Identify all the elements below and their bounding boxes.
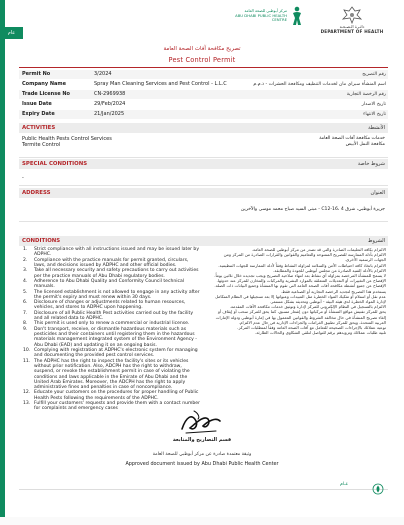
bottom-strip — [0, 517, 404, 525]
activity-item-arabic: خدمات مكافحة آفات الصحة العامة — [319, 136, 385, 141]
permit-title-english: Pest Control Permit — [168, 56, 236, 64]
condition-item-arabic: توعية عملائك بالإجراءات الصحيحة للتعامل مع آفات الصحة العامة وفقاً لمتطلبات المركز. — [237, 325, 386, 331]
info-row-company-name — [19, 80, 388, 89]
info-label: Trade License No — [22, 91, 70, 97]
info-row-issue-date — [19, 100, 388, 109]
section-title-arabic: الشروط — [367, 238, 385, 244]
phc-name-arabic: مركز أبوظبي للصحة العامة — [244, 8, 287, 14]
condition-number: 5. — [23, 289, 28, 295]
info-row-permit-no — [19, 70, 388, 79]
condition-item — [19, 268, 201, 279]
condition-item-arabic: الالتزام بأدلة الممارسة للتصريح الممنوحة والتعاميم والقوانين والقرارات الصادرة من المركز ومن الجهات الرسمية الأخرى. — [223, 252, 386, 263]
info-value: 21/Jan/2025 — [94, 111, 125, 117]
condition-text: Fulfill your customers' requests and provide them with a contact number for complaints and emergency cases — [34, 401, 200, 412]
approved-note-arabic: وثيقة معتمدة صادرة عن مركز أبوظبي للصحة العامة — [152, 452, 252, 457]
falcon-emblem-icon — [339, 6, 365, 24]
special-conditions-text: - — [22, 175, 24, 181]
section-divider — [19, 221, 388, 222]
condition-item-arabic: عدم نقل أو استلام أو تفكيك المواد الخطرة مثل المبيدات وعبواتها إلا بعد تسجيلها في النظام المتكامل لإدارة المواد الخطرة لدى هيئة البيئة - أبوظبي وتحديثه بشكل مستمر. — [215, 293, 386, 305]
condition-text: Don't transport, receive, or dismantle hazardous materials such as pesticides and their containers until registering them in the hazardous materials management integrated system of the Environment Agency - Abu Dhabi (EAD) and updating it on an ongoing basis. — [34, 326, 197, 348]
section-title-arabic: العنوان — [370, 190, 385, 196]
footer-classification: عـام — [340, 482, 349, 487]
info-row-trade-license — [19, 90, 388, 99]
condition-text: The ADPHC has the right to inspect the facility's sites or its vehicles without prior notification. Also, ADCPH has the right to withdraw, suspend, or revoke the establishment permit in case of violating the conditions and laws applicable in the Emirate of Abu Dhabi and the United Arab Emirates. Moreover, the ADCPH has the right to apply administrative fines and penalties in case of noncompliance. — [34, 358, 190, 391]
condition-number: 8. — [23, 321, 28, 327]
condition-item — [19, 311, 201, 322]
handwritten-signature — [176, 407, 226, 437]
section-divider — [19, 157, 388, 158]
condition-item-arabic: الإفصاح عن التغييرات أو التعديلات المتعلقة بالموارد البشرية والمركبات والمخازن للمركز عند حدوثها. — [216, 278, 386, 284]
condition-item-arabic: لا يسمح للمنشأة المرخصة بمزاولة أي نشاط بعد انتهاء صلاحية التصريح ويجب تجديده خلال ثلاثين يوماً. — [214, 273, 386, 279]
condition-item-arabic: الإفصاح عن جميع أنشطة مكافحة آفات الصحة العامة التي تقوم بها المنشأة وجميع البيانات ذات الصلة. — [214, 283, 386, 289]
activity-item: Termite Control — [22, 142, 61, 148]
condition-item — [19, 279, 201, 290]
condition-item — [19, 401, 201, 412]
condition-item-arabic: الالتزام بالأدلة الفنية الصادرة من مجلس أبوظبي للجودة والمطابقة. — [273, 267, 386, 273]
info-label-arabic: اسم المنشأة سبراي مان لخدمات التنظيف ومكافحة الحشرات - ذ.م.م — [253, 82, 386, 87]
info-label: Issue Date — [22, 101, 52, 107]
condition-item — [19, 327, 201, 348]
condition-item-arabic: يحق للمركز تفتيش مواقع المنشأة أو مركباتها دون إشعار مسبق، كما يحق للمركز سحب أو إيقاف أو إلغاء تصريح المنشأة في حال مخالفة الشروط والقوانين المعمول بها في إمارة أبوظبي ودولة الإمارات العربية المتحدة، ويحق للمركز تطبيق الغرامات والجزاءات الإدارية في حال عدم الالتزام. — [215, 309, 386, 325]
conditions-arabic — [211, 247, 386, 335]
condition-text: Educate your customers on the procedures for proper handling of Public Health Pests following the requirements of the ADPHC. — [34, 390, 199, 401]
section-title: CONDITIONS — [22, 238, 61, 244]
condition-number: 11. — [23, 358, 31, 364]
address-text-arabic: جزيرة أبوظبي، شرق 4 ،C12-16 - مبنى السيد صباح محمد موسى والآخرين — [240, 207, 385, 212]
section-title: ADDRESS — [22, 190, 51, 196]
condition-text: Compliance with the practice manuals for permit granted, circulars, laws, and decisions issued by ADPHC and other official bodies. — [34, 257, 189, 268]
title-divider — [19, 67, 388, 68]
condition-text: Strict compliance with all instructions issued and may be issued later by ADPHC. — [34, 247, 200, 258]
info-label-arabic: تاريخ الانتهاء — [363, 112, 386, 117]
condition-number: 10. — [23, 347, 31, 353]
condition-number: 13. — [23, 401, 31, 407]
info-value: CN-2969938 — [94, 91, 126, 97]
condition-item-arabic: الالتزام بكافة التعليمات الصادرة والتي قد تصدر من مركز أبوظبي للصحة العامة. — [251, 247, 386, 252]
info-label-arabic: رقم الرخصة التجارية — [346, 92, 386, 97]
dept-name-english: DEPARTMENT OF HEALTH — [320, 29, 384, 34]
leaf-badge-icon — [372, 480, 384, 492]
permit-title-arabic: تصريح مكافحة آفات الصحة العامة — [163, 46, 241, 52]
condition-number: 12. — [23, 390, 31, 396]
conditions-heading — [19, 236, 388, 246]
condition-text: This permit is used only to renew a commercial or industrial license. — [34, 321, 190, 327]
info-value: Spray Man Cleaning Services and Pest Control - L.L.C — [94, 81, 227, 87]
footer-divider — [19, 489, 388, 490]
condition-item-arabic: يستخدم هذا التصريح لتجديد الرخصة التجارية أو الصناعية فقط. — [280, 288, 386, 294]
condition-number: 3. — [23, 268, 28, 274]
condition-item — [19, 390, 201, 401]
classification-tag: عام — [0, 27, 23, 39]
address-heading — [19, 188, 388, 198]
condition-number: 4. — [23, 278, 28, 284]
activity-item-arabic: مكافحة النمل الأبيض — [345, 142, 385, 147]
dept-name-arabic: دائـرة الـصـحـة — [339, 24, 365, 29]
section-title: ACTIVITIES — [22, 125, 56, 131]
info-label: Company Name — [22, 81, 66, 87]
info-value: 3/2024 — [94, 71, 112, 77]
condition-text: Disclosure of changes or adjustments related to human resources, vehicles, and stores to ADPHC upon happening. — [34, 300, 186, 311]
condition-item — [19, 348, 201, 359]
condition-item — [19, 258, 201, 269]
info-label-arabic: تاريخ الاصدار — [361, 102, 386, 107]
left-green-edge — [0, 0, 5, 525]
phc-name-english: ABU DHABI PUBLIC HEALTH CENTRE — [235, 12, 287, 23]
special-conditions-heading — [19, 159, 388, 169]
condition-number: 1. — [23, 247, 28, 252]
activity-item: Public Health Pests Control Services — [22, 136, 112, 142]
condition-item-arabic: الالتزام باتخاذ كافة احتياطات الأمن والسلامة لمزاولة النشاط وفقاً لأدلة الممارسة للجهات التنظيمية. — [218, 262, 386, 268]
person-figure-icon — [290, 6, 304, 26]
info-value: 29/Feb/2024 — [94, 101, 126, 107]
department-of-health-logo — [317, 6, 387, 34]
condition-text: Complying with registration at ADPHC's electronic system for managing and documenting the provided pest control services. — [34, 347, 198, 359]
activities-section — [19, 123, 388, 153]
condition-number: 6. — [23, 300, 28, 306]
section-title-arabic: الأنشطة — [368, 125, 385, 131]
info-label: Expiry Date — [22, 111, 55, 117]
condition-text: Adherence to Abu Dhabi Quality and Conformity Council technical manuals. — [34, 278, 185, 290]
condition-item — [19, 359, 201, 391]
info-label: Permit No — [22, 71, 51, 77]
condition-number: 7. — [23, 310, 28, 316]
section-divider — [19, 185, 388, 186]
condition-text: Take all necessary security and safety precautions to carry out activities per the practice manuals of Abu Dhabi regulatory bodies. — [34, 268, 199, 279]
approved-note-english: Approved document issued by Abu Dhabi Public Health Center — [125, 461, 279, 467]
condition-item — [19, 247, 201, 258]
permits-department-title: قسم التصاريح والمتابعة — [172, 437, 232, 443]
condition-item — [19, 300, 201, 311]
condition-text: Disclosure of all Public Health Pest activities carried out by the facility and all related data to ADPHC. — [34, 310, 194, 322]
info-row-expiry-date — [19, 110, 388, 119]
special-conditions-section — [19, 159, 388, 191]
section-title-arabic: شروط خاصة — [357, 161, 385, 167]
condition-text: The licensed establishment is not allowed to engage in any activity after the permit's expiry and must renew within 30 days. — [34, 289, 200, 300]
conditions-section — [19, 236, 388, 246]
condition-number: 9. — [23, 326, 28, 332]
condition-item-arabic: تلبية طلبات عملائك وتزويدهم برقم للتواصل لتلقي الشكاوى والحالات الطارئة. — [254, 330, 386, 336]
public-health-centre-logo — [229, 6, 304, 26]
section-title: SPECIAL CONDITIONS — [22, 161, 88, 167]
condition-item — [19, 290, 201, 301]
conditions-english — [19, 247, 201, 412]
condition-number: 2. — [23, 257, 28, 263]
activities-heading — [19, 123, 388, 133]
info-label-arabic: رقم التصريح — [362, 72, 386, 77]
condition-item-arabic: الالتزام بالتسجيل في النظام الإلكتروني للمركز لإدارة وتوثيق خدمات مكافحة الآفات المقدمة. — [229, 304, 386, 310]
